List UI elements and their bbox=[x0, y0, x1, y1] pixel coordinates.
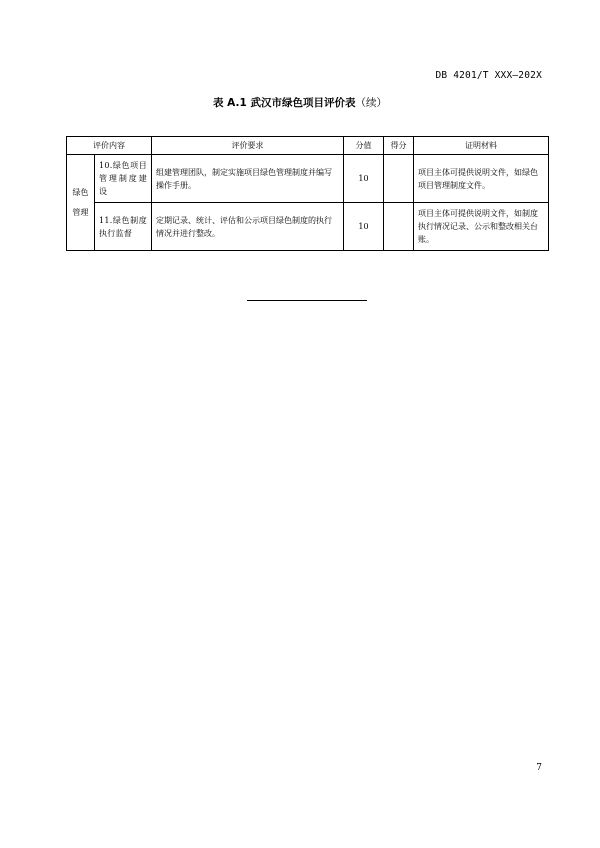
category-line2: 管理 bbox=[72, 207, 89, 217]
proof-cell: 项目主体可提供说明文件，如制度执行情况记录、公示和整改相关台账。 bbox=[414, 203, 549, 251]
table-header-row bbox=[67, 137, 549, 155]
header-got-score: 得分 bbox=[384, 137, 414, 155]
table-title-label: 表 A.1 武汉市绿色项目评价表 bbox=[213, 97, 356, 109]
requirement-cell: 定期记录、统计、评估和公示项目绿色制度的执行情况并进行整改。 bbox=[152, 203, 344, 251]
header-eval-content: 评价内容 bbox=[67, 137, 152, 155]
header-eval-requirement: 评价要求 bbox=[152, 137, 344, 155]
category-line1: 绿色 bbox=[72, 187, 89, 197]
table-row bbox=[67, 155, 549, 203]
table-title bbox=[0, 95, 600, 110]
table-row bbox=[67, 203, 549, 251]
item-cell: 11.绿色制度执行监督 bbox=[95, 203, 152, 251]
got-score-cell bbox=[384, 155, 414, 203]
header-proof: 证明材料 bbox=[414, 137, 549, 155]
score-cell: 10 bbox=[344, 203, 384, 251]
document-code: DB 4201/T XXX—202X bbox=[435, 70, 542, 81]
page-number: 7 bbox=[536, 763, 542, 773]
header-score: 分值 bbox=[344, 137, 384, 155]
category-cell bbox=[67, 155, 95, 251]
requirement-cell: 组建管理团队，制定实施项目绿色管理制度并编写操作手册。 bbox=[152, 155, 344, 203]
proof-cell: 项目主体可提供说明文件，如绿色项目管理制度文件。 bbox=[414, 155, 549, 203]
table-title-continued: （续） bbox=[355, 97, 387, 109]
item-cell: 10.绿色项目管理制度建设 bbox=[95, 155, 152, 203]
score-cell: 10 bbox=[344, 155, 384, 203]
got-score-cell bbox=[384, 203, 414, 251]
end-rule bbox=[247, 300, 367, 301]
evaluation-table bbox=[66, 136, 549, 251]
